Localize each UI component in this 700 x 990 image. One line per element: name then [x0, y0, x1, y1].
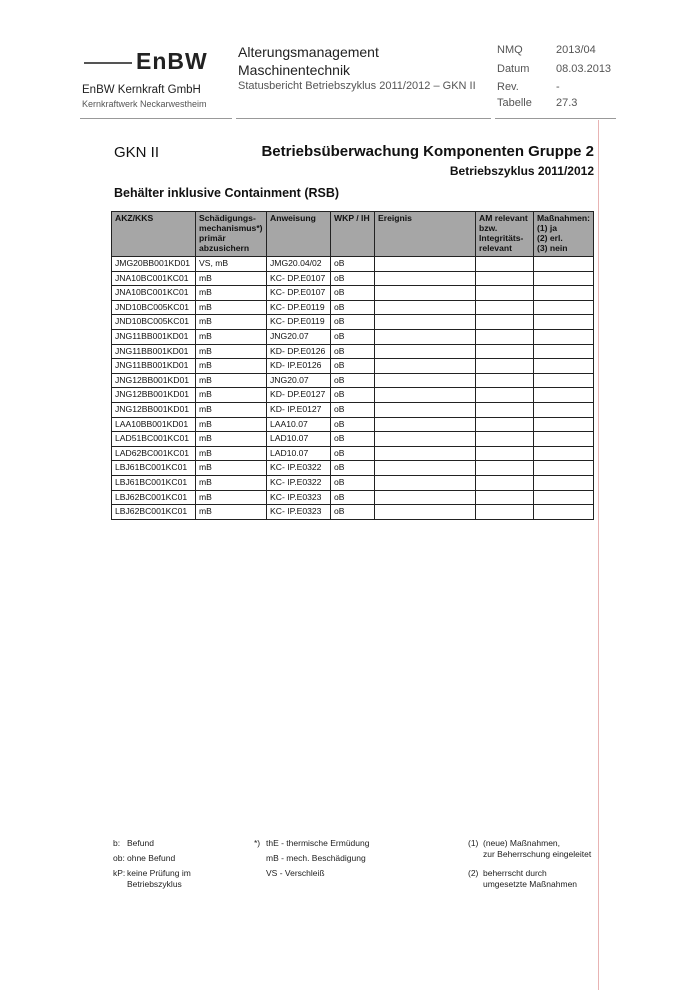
- legend-text-b: Befund: [127, 838, 154, 848]
- col-wkp-ih-cell: oB: [331, 490, 375, 505]
- table-row: [112, 446, 594, 461]
- col-mechanismus-cell: VS, mB: [196, 257, 267, 272]
- table-row: [112, 402, 594, 417]
- col-anweisung-header: Anweisung: [267, 212, 331, 257]
- col-am-relevant-cell: [476, 359, 534, 374]
- col-am-relevant-cell: [476, 402, 534, 417]
- table-row: [112, 373, 594, 388]
- table-row: [112, 490, 594, 505]
- col-ereignis-cell: [375, 475, 476, 490]
- meta-label-datum: Datum: [497, 63, 530, 75]
- col-akz-kks-cell: JNG11BB001KD01: [112, 359, 196, 374]
- col-am-relevant-cell: [476, 417, 534, 432]
- legend-key-b: b:: [113, 838, 121, 848]
- col-wkp-ih-header: WKP / IH: [331, 212, 375, 257]
- col-wkp-ih-cell: oB: [331, 505, 375, 520]
- col-ereignis-header: Ereignis: [375, 212, 476, 257]
- col-akz-kks-header: AKZ/KKS: [112, 212, 196, 257]
- col-akz-kks-cell: LBJ61BC001KC01: [112, 461, 196, 476]
- col-mechanismus-cell: mB: [196, 271, 267, 286]
- col-wkp-ih-cell: oB: [331, 475, 375, 490]
- header-rule: [236, 118, 491, 119]
- col-akz-kks-cell: LBJ61BC001KC01: [112, 475, 196, 490]
- col-massnahmen-cell: [534, 461, 594, 476]
- meta-value-tabelle: 27.3: [556, 97, 578, 109]
- col-wkp-ih-cell: oB: [331, 373, 375, 388]
- col-mechanismus-cell: mB: [196, 402, 267, 417]
- col-am-relevant-cell: [476, 505, 534, 520]
- table-row: [112, 475, 594, 490]
- doc-title-line1: Alterungsmanagement: [238, 44, 379, 60]
- col-mechanismus-cell: mB: [196, 373, 267, 388]
- col-wkp-ih-cell: oB: [331, 359, 375, 374]
- col-ereignis-cell: [375, 271, 476, 286]
- col-ereignis-cell: [375, 402, 476, 417]
- col-wkp-ih-cell: oB: [331, 417, 375, 432]
- col-massnahmen-cell: [534, 373, 594, 388]
- legend-key-kp: kP:: [113, 868, 126, 878]
- col-mechanismus-cell: mB: [196, 329, 267, 344]
- table-row: [112, 315, 594, 330]
- table-header-row: [112, 212, 594, 257]
- col-mechanismus-header: Schädigungs- mechanismus*) primär abzusichern: [196, 212, 267, 257]
- table-row: [112, 329, 594, 344]
- col-wkp-ih-cell: oB: [331, 402, 375, 417]
- col-ereignis-cell: [375, 329, 476, 344]
- col-akz-kks-cell: JNA10BC001KC01: [112, 271, 196, 286]
- col-massnahmen-cell: [534, 505, 594, 520]
- col-ereignis-cell: [375, 461, 476, 476]
- col-mechanismus-cell: mB: [196, 315, 267, 330]
- col-wkp-ih-cell: oB: [331, 432, 375, 447]
- col-anweisung-cell: JNG20.07: [267, 329, 331, 344]
- plant-name: Kernkraftwerk Neckarwestheim: [82, 99, 207, 109]
- col-am-relevant-cell: [476, 329, 534, 344]
- col-mechanismus-cell: mB: [196, 417, 267, 432]
- col-wkp-ih-cell: oB: [331, 300, 375, 315]
- table-row: [112, 286, 594, 301]
- col-massnahmen-cell: [534, 475, 594, 490]
- doc-subtitle: Statusbericht Betriebszyklus 2011/2012 – GKN II: [238, 80, 476, 92]
- col-am-relevant-cell: [476, 446, 534, 461]
- col-mechanismus-cell: mB: [196, 505, 267, 520]
- col-ereignis-cell: [375, 359, 476, 374]
- col-mechanismus-cell: mB: [196, 446, 267, 461]
- col-akz-kks-cell: JND10BC005KC01: [112, 300, 196, 315]
- col-am-relevant-cell: [476, 286, 534, 301]
- company-name: EnBW Kernkraft GmbH: [82, 84, 201, 96]
- col-massnahmen-cell: [534, 344, 594, 359]
- col-massnahmen-cell: [534, 271, 594, 286]
- table-row: [112, 257, 594, 272]
- col-am-relevant-cell: [476, 490, 534, 505]
- col-wkp-ih-cell: oB: [331, 344, 375, 359]
- col-akz-kks-cell: LBJ62BC001KC01: [112, 505, 196, 520]
- table-row: [112, 359, 594, 374]
- col-anweisung-cell: KD- IP.E0127: [267, 402, 331, 417]
- col-am-relevant-cell: [476, 388, 534, 403]
- col-ereignis-cell: [375, 300, 476, 315]
- legend-key-1: (1): [468, 838, 479, 848]
- col-anweisung-cell: LAD10.07: [267, 432, 331, 447]
- col-mechanismus-cell: mB: [196, 388, 267, 403]
- col-akz-kks-cell: JMG20BB001KD01: [112, 257, 196, 272]
- legend-marker: *): [254, 838, 261, 848]
- legend-the: thE - thermische Ermüdung: [266, 838, 370, 848]
- col-anweisung-cell: LAD10.07: [267, 446, 331, 461]
- legend-vs: VS - Verschleiß: [266, 868, 325, 878]
- col-massnahmen-cell: [534, 300, 594, 315]
- col-mechanismus-cell: mB: [196, 490, 267, 505]
- col-wkp-ih-cell: oB: [331, 286, 375, 301]
- legend-text-2: beherrscht durch umgesetzte Maßnahmen: [483, 868, 578, 889]
- col-wkp-ih-cell: oB: [331, 315, 375, 330]
- legend-key-2: (2): [468, 868, 479, 878]
- table-row: [112, 505, 594, 520]
- col-mechanismus-cell: mB: [196, 286, 267, 301]
- table-row: [112, 417, 594, 432]
- table-row: [112, 461, 594, 476]
- col-am-relevant-cell: [476, 373, 534, 388]
- col-mechanismus-cell: mB: [196, 461, 267, 476]
- table-row: [112, 388, 594, 403]
- col-massnahmen-cell: [534, 402, 594, 417]
- legend-text-1: (neue) Maßnahmen, zur Beherrschung eingeleitet: [483, 838, 592, 859]
- col-massnahmen-cell: [534, 432, 594, 447]
- table-row: [112, 271, 594, 286]
- col-ereignis-cell: [375, 373, 476, 388]
- col-anweisung-cell: JNG20.07: [267, 373, 331, 388]
- table-row: [112, 432, 594, 447]
- doc-title-line2: Maschinentechnik: [238, 62, 351, 78]
- col-akz-kks-cell: JNG11BB001KD01: [112, 329, 196, 344]
- col-akz-kks-cell: LAA10BB001KD01: [112, 417, 196, 432]
- col-am-relevant-cell: [476, 432, 534, 447]
- meta-label-nmq: NMQ: [497, 44, 523, 56]
- col-ereignis-cell: [375, 505, 476, 520]
- col-ereignis-cell: [375, 388, 476, 403]
- table-row: [112, 344, 594, 359]
- col-am-relevant-cell: [476, 315, 534, 330]
- col-akz-kks-cell: JNG12BB001KD01: [112, 388, 196, 403]
- logo-line: [84, 62, 132, 64]
- col-anweisung-cell: KC- DP.E0107: [267, 271, 331, 286]
- component-table: [111, 211, 594, 520]
- col-anweisung-cell: JMG20.04/02: [267, 257, 331, 272]
- col-massnahmen-cell: [534, 388, 594, 403]
- col-anweisung-cell: KC- IP.E0323: [267, 505, 331, 520]
- meta-value-datum: 08.03.2013: [556, 63, 612, 75]
- col-mechanismus-cell: mB: [196, 432, 267, 447]
- col-anweisung-cell: KD- DP.E0127: [267, 388, 331, 403]
- col-akz-kks-cell: JNG12BB001KD01: [112, 373, 196, 388]
- col-akz-kks-cell: LAD51BC001KC01: [112, 432, 196, 447]
- unit-label: GKN II: [114, 144, 160, 161]
- meta-label-rev: Rev.: [497, 81, 519, 93]
- col-akz-kks-cell: JNA10BC001KC01: [112, 286, 196, 301]
- col-am-relevant-cell: [476, 257, 534, 272]
- col-wkp-ih-cell: oB: [331, 388, 375, 403]
- col-anweisung-cell: KC- IP.E0322: [267, 475, 331, 490]
- legend-text-kp: keine Prüfung im Betriebszyklus: [127, 868, 191, 889]
- col-anweisung-cell: KC- DP.E0119: [267, 300, 331, 315]
- col-ereignis-cell: [375, 286, 476, 301]
- header-rule: [80, 118, 232, 119]
- col-am-relevant-cell: [476, 475, 534, 490]
- col-ereignis-cell: [375, 417, 476, 432]
- col-am-relevant-cell: [476, 300, 534, 315]
- col-mechanismus-cell: mB: [196, 475, 267, 490]
- col-am-relevant-header: AM relevant bzw. Integritäts- relevant: [476, 212, 534, 257]
- table-body: [112, 257, 594, 520]
- legend-text-ob: ohne Befund: [127, 853, 176, 863]
- col-mechanismus-cell: mB: [196, 359, 267, 374]
- col-akz-kks-cell: LBJ62BC001KC01: [112, 490, 196, 505]
- section-title: Behälter inklusive Containment (RSB): [114, 186, 340, 200]
- col-wkp-ih-cell: oB: [331, 329, 375, 344]
- col-anweisung-cell: KC- IP.E0322: [267, 461, 331, 476]
- col-am-relevant-cell: [476, 344, 534, 359]
- col-ereignis-cell: [375, 315, 476, 330]
- col-akz-kks-cell: LAD62BC001KC01: [112, 446, 196, 461]
- col-mechanismus-cell: mB: [196, 344, 267, 359]
- meta-value-nmq: 2013/04: [556, 44, 596, 56]
- col-massnahmen-cell: [534, 257, 594, 272]
- col-anweisung-cell: KD- DP.E0126: [267, 344, 331, 359]
- col-akz-kks-cell: JNG11BB001KD01: [112, 344, 196, 359]
- page-title: Betriebsüberwachung Komponenten Gruppe 2: [261, 143, 594, 160]
- col-anweisung-cell: KC- DP.E0107: [267, 286, 331, 301]
- col-anweisung-cell: KC- DP.E0119: [267, 315, 331, 330]
- col-akz-kks-cell: JNG12BB001KD01: [112, 402, 196, 417]
- header-rule: [495, 118, 616, 119]
- col-wkp-ih-cell: oB: [331, 271, 375, 286]
- col-massnahmen-header: Maßnahmen: (1) ja (2) erl. (3) nein: [534, 212, 594, 257]
- col-ereignis-cell: [375, 432, 476, 447]
- col-anweisung-cell: KD- IP.E0126: [267, 359, 331, 374]
- meta-label-tabelle: Tabelle: [497, 97, 532, 109]
- col-am-relevant-cell: [476, 461, 534, 476]
- col-massnahmen-cell: [534, 490, 594, 505]
- meta-value-rev: -: [556, 81, 560, 93]
- margin-line: [598, 120, 599, 990]
- col-massnahmen-cell: [534, 329, 594, 344]
- col-akz-kks-cell: JND10BC005KC01: [112, 315, 196, 330]
- col-ereignis-cell: [375, 490, 476, 505]
- col-anweisung-cell: KC- IP.E0323: [267, 490, 331, 505]
- col-wkp-ih-cell: oB: [331, 257, 375, 272]
- col-ereignis-cell: [375, 446, 476, 461]
- col-massnahmen-cell: [534, 359, 594, 374]
- table-row: [112, 300, 594, 315]
- col-massnahmen-cell: [534, 286, 594, 301]
- legend-key-ob: ob:: [113, 853, 125, 863]
- col-am-relevant-cell: [476, 271, 534, 286]
- col-wkp-ih-cell: oB: [331, 461, 375, 476]
- enbw-logo: EnBW: [136, 48, 208, 74]
- col-mechanismus-cell: mB: [196, 300, 267, 315]
- col-ereignis-cell: [375, 257, 476, 272]
- col-wkp-ih-cell: oB: [331, 446, 375, 461]
- col-massnahmen-cell: [534, 446, 594, 461]
- cycle-label: Betriebszyklus 2011/2012: [449, 164, 594, 178]
- legend-mb: mB - mech. Beschädigung: [266, 853, 366, 863]
- col-ereignis-cell: [375, 344, 476, 359]
- col-massnahmen-cell: [534, 417, 594, 432]
- col-anweisung-cell: LAA10.07: [267, 417, 331, 432]
- col-massnahmen-cell: [534, 315, 594, 330]
